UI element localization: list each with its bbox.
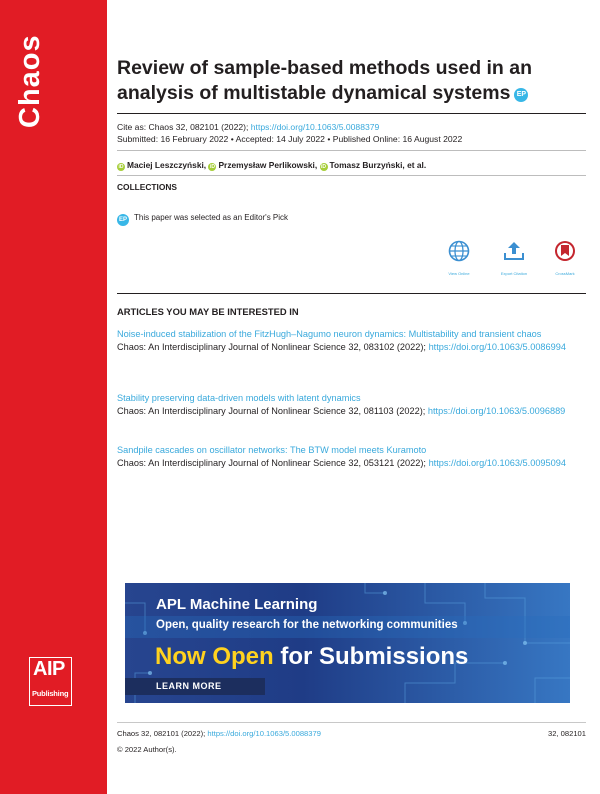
article-title [117, 56, 587, 106]
editors-pick-icon: EP [117, 214, 129, 226]
orcid-icon[interactable]: iD [118, 164, 124, 170]
author-name[interactable]: Przemysław Perlikowski, [218, 160, 318, 170]
learn-more-label: LEARN MORE [156, 681, 222, 691]
aip-logo-subtext: Publishing [32, 689, 69, 698]
view-online-label: View Online [448, 271, 470, 276]
apl-machine-learning-ad[interactable] [125, 583, 570, 703]
view-online-button[interactable] [439, 240, 479, 276]
cite-label: Cite as: Chaos 32, 082101 (2022); [117, 122, 249, 132]
footer-page-id: 32, 082101 [547, 729, 586, 738]
authors-divider [117, 175, 586, 176]
related-article-2 [117, 392, 577, 417]
banner-subtitle: Open, quality research for the networking communities [156, 619, 458, 631]
journal-name: Chaos [14, 34, 46, 128]
article-doi-link[interactable]: https://doi.org/10.1063/5.0088379 [250, 122, 380, 132]
crossmark-button[interactable] [545, 240, 585, 276]
export-citation-label: Export Citation [500, 271, 528, 276]
collections-heading: COLLECTIONS [117, 182, 178, 192]
editors-pick-text: This paper was selected as an Editor's Pick [134, 213, 289, 222]
learn-more-button[interactable] [125, 678, 265, 695]
view-online-icon [448, 240, 470, 262]
journal-sidebar [0, 0, 107, 794]
related-article-doi-link[interactable]: https://doi.org/10.1063/5.0095094 [428, 457, 566, 468]
orcid-icon[interactable]: iD [321, 164, 326, 170]
related-article-citation: Chaos: An Interdisciplinary Journal of Nonlinear Science 32, 053121 (2022); [117, 457, 426, 468]
section-divider [117, 293, 586, 294]
crossmark-label: CrossMark [555, 271, 575, 276]
export-citation-icon [502, 240, 526, 262]
citation-line [117, 122, 379, 132]
related-article-doi-link[interactable]: https://doi.org/10.1063/5.0096889 [427, 405, 566, 416]
editors-pick-badge-icon: EP [514, 88, 528, 102]
export-citation-button[interactable] [494, 240, 534, 276]
related-article-citation: Chaos: An Interdisciplinary Journal of Nonlinear Science 32, 081103 (2022); [117, 405, 426, 416]
banner-headline-highlight: Now Open [155, 643, 274, 670]
title-divider [117, 113, 586, 114]
banner-title: APL Machine Learning [156, 596, 318, 613]
related-article-title[interactable]: Sandpile cascades on oscillator networks: The BTW model meets Kuramoto [117, 445, 427, 455]
footer-copyright: © 2022 Author(s). [117, 745, 177, 754]
related-article-citation: Chaos: An Interdisciplinary Journal of Nonlinear Science 32, 083102 (2022); [117, 341, 426, 352]
related-article-3 [117, 444, 577, 469]
related-article-doi-link[interactable]: https://doi.org/10.1063/5.0086994 [428, 341, 566, 352]
banner-headline [155, 643, 468, 671]
banner-headline-rest: for Submissions [280, 643, 469, 670]
related-article-title[interactable]: Noise-induced stabilization of the FitzHugh–Nagumo neuron dynamics: Multistability and transient chaos [117, 329, 542, 339]
author-name[interactable]: Tomasz Burzyński, et al. [329, 160, 427, 170]
meta-divider [117, 150, 586, 151]
aip-logo-text: AIP [33, 658, 65, 680]
orcid-icon[interactable]: iD [209, 164, 215, 170]
author-list [117, 160, 426, 171]
publication-dates: Submitted: 16 February 2022 • Accepted: 14 July 2022 • Published Online: 16 August 2022 [117, 134, 463, 144]
footer-divider [117, 722, 586, 723]
editors-pick-note [117, 213, 288, 226]
footer-citation [117, 729, 321, 738]
footer-cite: Chaos 32, 082101 (2022); [117, 729, 206, 738]
article-title-text: Review of sample-based methods used in an analysis of multistable dynamical systems [117, 57, 533, 104]
related-article-1 [117, 328, 577, 353]
footer-doi-link[interactable]: https://doi.org/10.1063/5.0088379 [207, 729, 321, 738]
aip-publishing-logo[interactable] [29, 657, 72, 706]
related-articles-heading: ARTICLES YOU MAY BE INTERESTED IN [117, 306, 299, 317]
related-article-title[interactable]: Stability preserving data-driven models with latent dynamics [117, 393, 361, 403]
crossmark-icon [554, 240, 576, 262]
author-name[interactable]: Maciej Leszczyński, [127, 160, 207, 170]
